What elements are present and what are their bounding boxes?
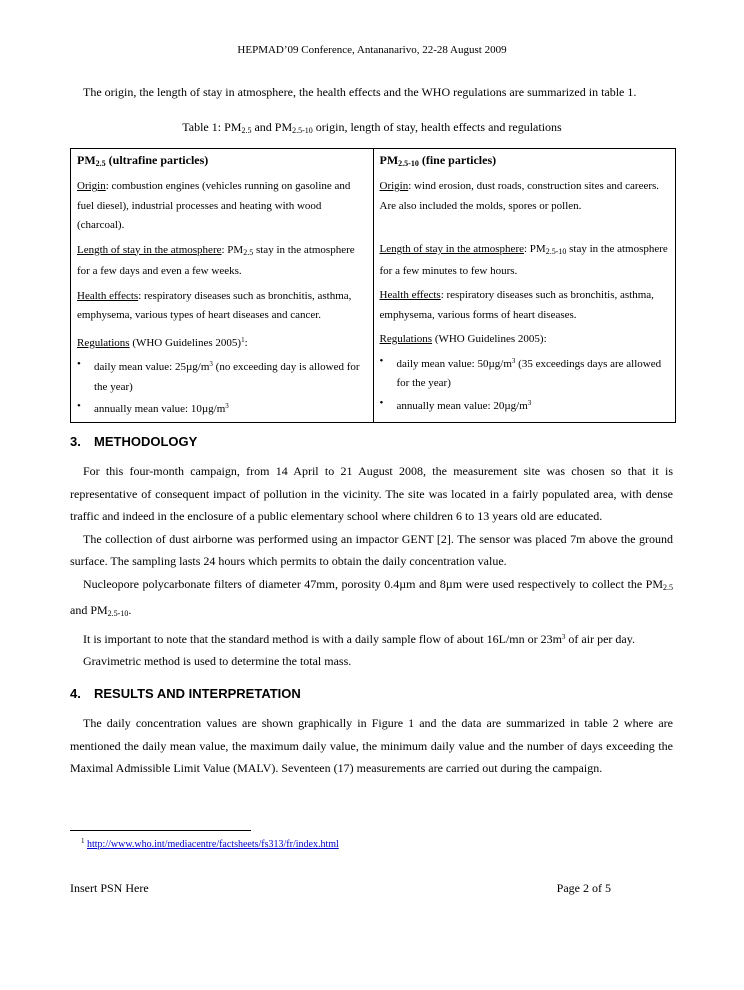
bullet-daily-mean: • daily mean value: $25\mu g/m^3$ (no exceeding day is allowed for the year) <box>77 358 360 393</box>
footnote-separator <box>70 830 251 831</box>
footer-psn: Insert PSN Here <box>70 881 149 895</box>
health-effects-text: Health effects: respiratory diseases such as bronchitis, asthma, emphysema, various types of heart diseases and cancer. <box>77 289 352 321</box>
regulations-text: Regulations (WHO Guidelines 2005)$^1$: <box>77 335 248 349</box>
methodology-paragraph: The collection of dust airborne was performed using an impactor GENT [2]. The sensor was placed 7m above the ground surface. The sampling lasts 24 hours which permits to obtain the daily concentration value. <box>70 531 673 568</box>
footnote-link[interactable]: http://www.who.int/mediacentre/factsheets/fs313/fr/index.html <box>87 839 339 850</box>
pm-comparison-table <box>70 148 676 423</box>
methodology-paragraph: For this four-month campaign, from 14 April to 21 August 2008, the measurement site was chosen so that it is representative of consequent impact of pollution in the vicinity. The site was located in a fairly populated area, with dense traffic and indeed in the enclosure of a public elementary school where children 6 to 13 years old are educated. <box>70 464 673 523</box>
intro-paragraph: The origin, the length of stay in atmosphere, the health effects and the WHO regulations are summarized in table 1. <box>83 85 637 99</box>
page-number: Page 2 of 5 <box>556 881 611 895</box>
section-heading-results: 4. RESULTS AND INTERPRETATION <box>70 686 301 701</box>
methodology-paragraph: Nucleopore polycarbonate filters of diameter 47mm, porosity 0.4µm and 8µm were used respectively to collect the $PM_{2.5}$ and $PM_{2.5-10}$. <box>70 576 673 618</box>
regulations-text: Regulations (WHO Guidelines 2005): <box>379 333 547 345</box>
results-body <box>70 712 673 780</box>
methodology-paragraph: It is important to note that the standard method is with a daily sample flow of about 16L/mn or $23m^3$ of air per day. <box>83 631 635 646</box>
bullet-annual-mean: • annually mean value: $20\mu g/m^3$ <box>379 396 532 412</box>
origin-text: Origin: combustion engines (vehicles running on gasoline and fuel diesel), industrial processes and heating with wood (charcoal). <box>77 180 351 231</box>
column-title: $PM_{2.5-10}$ (fine particles) <box>379 153 497 168</box>
column-title: $PM_{2.5}$ (ultrafine particles) <box>77 153 209 168</box>
bullet-daily-mean: • daily mean value: $50\mu g/m^3$ (35 exceedings days are allowed for the year) <box>379 354 662 389</box>
methodology-body <box>70 460 673 673</box>
table-column-pm25-10 <box>373 149 676 423</box>
length-of-stay-text: Length of stay in the atmosphere: $PM_{2.5-10}$ stay in the atmosphere for a few minutes to few hours. <box>379 243 668 277</box>
health-effects-text: Health effects: respiratory diseases such as bronchitis, asthma, emphysema, various forms of heart diseases. <box>379 289 654 321</box>
page-header: HEPMAD’09 Conference, Antananarivo, 22-28 August 2009 <box>237 44 507 56</box>
methodology-paragraph: Gravimetric method is used to determine the total mass. <box>83 654 352 668</box>
origin-text: Origin: wind erosion, dust roads, construction sites and careers. Are also included the molds, spores or pollen. <box>379 180 660 212</box>
results-paragraph: The daily concentration values are shown graphically in Figure 1 and the data are summarized in table 2 where are mentioned the daily mean value, the maximum daily value, the minimum daily value and the number of days exceeding the Maximal Admissible Limit Value (MALV). Seventeen (17) measurements are carried out during the campaign. <box>70 716 673 775</box>
table-column-pm25 <box>71 149 374 423</box>
bullet-annual-mean: • annually mean value: $10\mu g/m^3$ <box>77 400 229 415</box>
length-of-stay-text: Length of stay in the atmosphere: $PM_{2.5}$ stay in the atmosphere for a few days and even a few weeks. <box>77 243 355 277</box>
footnote: $^1$ http://www.who.int/mediacentre/factsheets/fs313/fr/index.html <box>81 837 339 850</box>
section-heading-methodology: 3. METHODOLOGY <box>70 434 198 449</box>
table-caption: Table 1: $PM_{2.5}$ and $PM_{2.5-10}$ origin, length of stay, health effects and regulations <box>182 120 562 135</box>
